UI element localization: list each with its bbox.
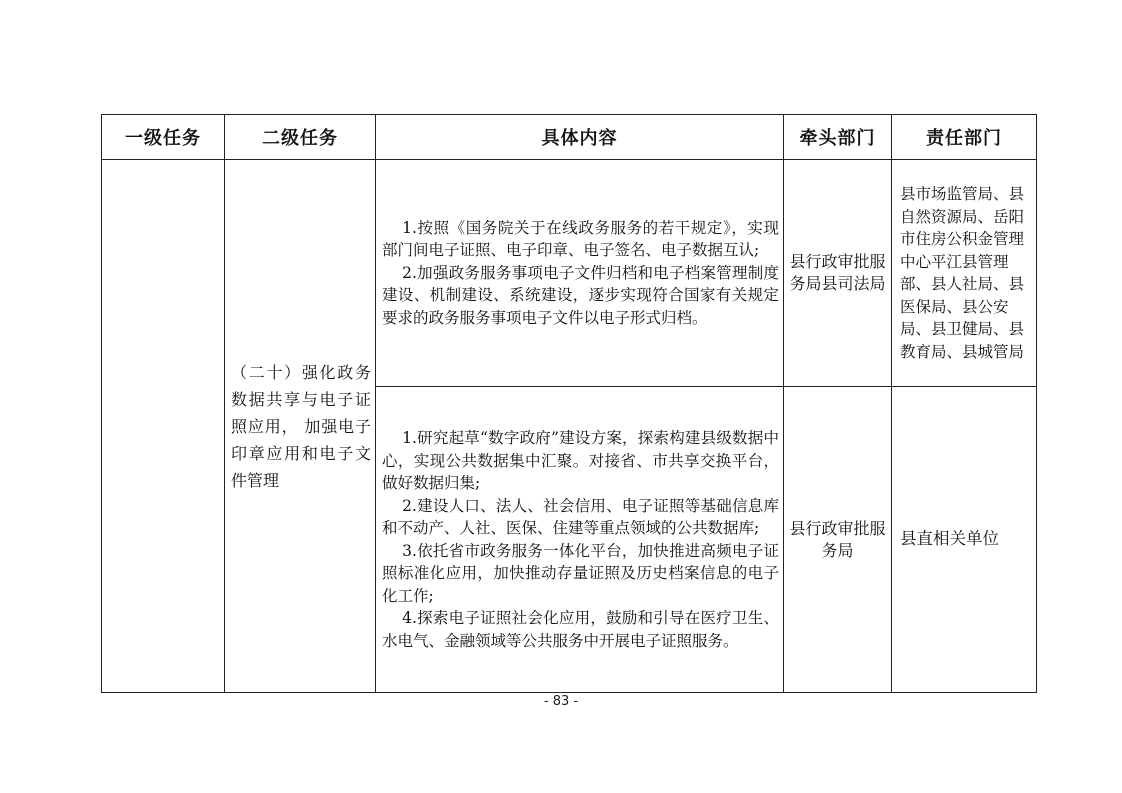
content-item: 3.依托省市政务服务一体化平台，加快推进高频电子证照标准化应用，加快推动存量证照及历史档案信息的电子化工作;: [382, 541, 779, 605]
task-table: [101, 114, 1037, 693]
content-item: 1.按照《国务院关于在线政务服务的若干规定》，实现部门间电子证照、电子印章、电子签名、电子数据互认;: [382, 218, 779, 260]
page-number: - 83 -: [543, 694, 579, 709]
table-row: [102, 160, 1037, 387]
header-responsible-departments: 责任部门: [892, 115, 1037, 160]
responsible-departments-cell: 县市场监管局、县自然资源局、岳阳市住房公积金管理中心平江县管理部、县人社局、县医保局、县公安局、县卫健局、县教育局、县城管局: [892, 160, 1037, 387]
content-cell: [376, 160, 784, 387]
lead-department-cell: 县行政审批服务局: [784, 387, 892, 693]
lead-department-cell: 县行政审批服务局县司法局: [784, 160, 892, 387]
content-item: 2.加强政务服务事项电子文件归档和电子档案管理制度建设、机制建设、系统建设，逐步实现符合国家有关规定要求的政务服务事项电子文件以电子形式归档。: [382, 263, 779, 327]
header-primary-task: 一级任务: [102, 115, 225, 160]
header-content: 具体内容: [376, 115, 784, 160]
primary-task-cell: [102, 160, 225, 693]
content-item: 1.研究起草“数字政府”建设方案，探索构建县级数据中心，实现公共数据集中汇聚。对接省、市共享交换平台，做好数据归集;: [382, 429, 779, 492]
secondary-task-cell: （二十）强化政务数据共享与电子证照应用， 加强电子印章应用和电子文件管理: [225, 160, 376, 693]
table-header-row: [102, 115, 1037, 160]
content-cell: [376, 387, 784, 693]
header-lead-department: 牵头部门: [784, 115, 892, 160]
header-secondary-task: 二级任务: [225, 115, 376, 160]
content-item: 2.建设人口、法人、社会信用、电子证照等基础信息库和不动产、人社、医保、住建等重点领域的公共数据库;: [382, 496, 779, 537]
responsible-departments-cell: 县直相关单位: [892, 387, 1037, 693]
content-item: 4.探索电子证照社会化应用，鼓励和引导在医疗卫生、水电气、金融领域等公共服务中开展电子证照服务。: [382, 609, 779, 650]
